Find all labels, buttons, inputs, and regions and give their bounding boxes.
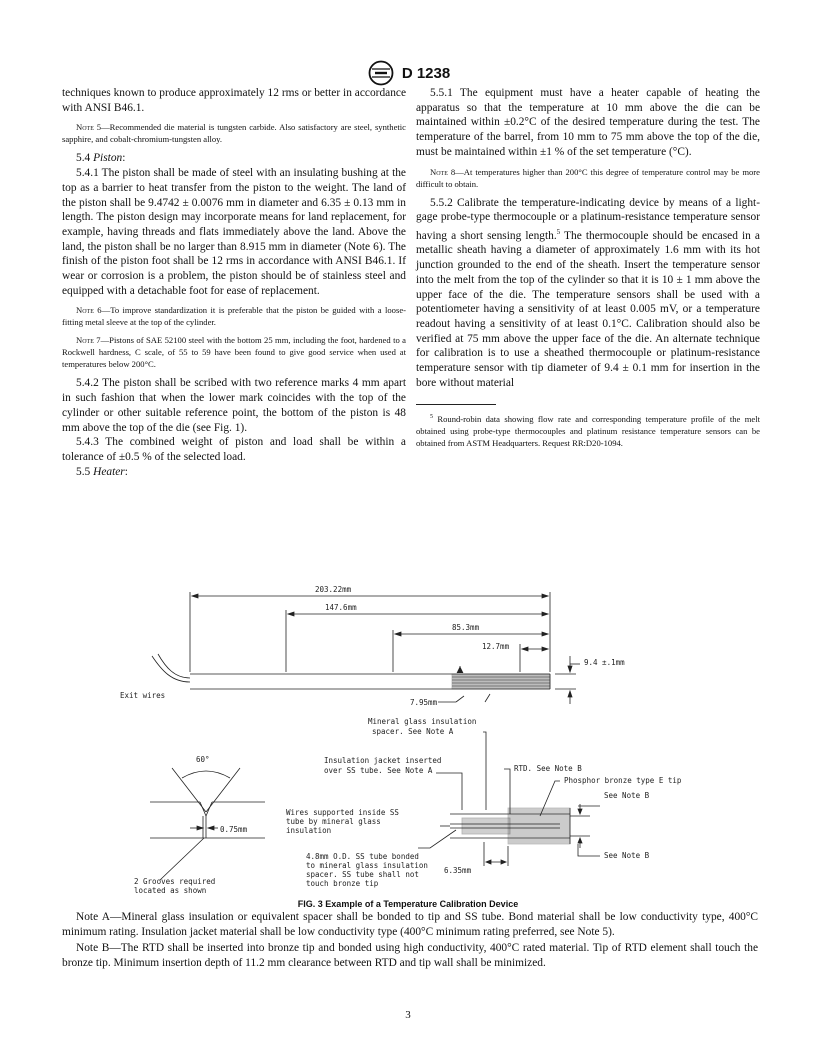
dim-12-7: 12.7mm [482,642,510,651]
note-8: Note 8—At temperatures higher than 200°C this degree of temperature control may be more difficult to obtain. [416,166,760,189]
paragraph-5-4-3: 5.4.3 The combined weight of piston and load shall be within a tolerance of ±0.5 % of the selected load. [62,436,406,463]
figure-notes [62,910,758,972]
label-spacer-2: spacer. See Note A [372,727,454,736]
paragraph-5-5-2: 5.5.2 Calibrate the temperature-indicating device by means of a light-gage probe-type thermocouple or a platinum-resistance temperature sensor having a short sensing length.$^5$ The thermocouple should be encased in a metallic sheath having a diameter of approximately 1.6 mm with its hot junction grounded to the end of the sheath. Insert the temperature sensor into the melt from the top of the cylinder so that it is 10 ± 1 mm above the upper face of the die. The temperature sensors shall be used with a potentiometer having a sensitivity of at least 0.005 mV, or a temperature readout having a sensitivity of at least 0.1°C. Calibration should also be verified at 75 mm above the upper face of the die. An alternate technique for calibration is to use a sheathed thermocouple or platinum-resistance temperature sensor with tip diameter of 9.4 ± 0.1 mm for insertion in the bore without material [416,196,760,389]
label-grooves-2: located as shown [134,886,207,895]
paragraph-5-4-1: 5.4.1 The piston shall be made of steel with an insulating bushing at the top as a barrier to heat transfer from the piston to the weight. The land of the piston shall be 9.4742 ± 0.0076 mm in diameter and 6.35 ± 0.13 mm in length. The piston design may incorporate means for land replacement, for example, having threads and flats immediately above the land. Above the land, the piston shall be no larger than 8.915 mm in diameter (Note 6). The finish of the piston foot shall be 12 rms in accordance with ANSI B46.1. If wear or corrosion is a problem, the piston should be of stainless steel and equipped with a detachable foot for ease of replacement. [62,167,406,297]
paragraph-5-4-2: 5.4.2 The piston shall be scribed with two reference marks 4 mm apart in such fashion that when the lower mark coincides with the top of the cylinder or other suitable reference point, the bottom of the piston is 48 mm above the top of the die (see Fig. 1). [62,377,406,434]
note-7: Note 7—Pistons of SAE 52100 steel with the bottom 25 mm, including the foot, hardened to a Rockwell hardness, C scale, of 55 to 59 have been found to give good service when used at temperatures below 200°C. [62,335,406,370]
section-heading-piston: 5.4 Piston: [76,152,126,165]
label-ss-tube-3: spacer. SS tube shall not [306,870,419,879]
label-wires-supported: Wires supported inside SS [286,808,399,817]
page-number: 3 [405,1009,411,1021]
note-5: Note 5—Recommended die material is tungsten carbide. Also satisfactory are steel, synthetic sapphire, and cobalt-chromium-tungsten alloy. [62,122,406,145]
label-see-note-b-2: See Note B [604,851,650,860]
figure-caption: FIG. 3 Example of a Temperature Calibration Device [297,899,519,909]
left-column [62,86,406,479]
calibration-device-drawing [100,576,740,898]
figure-note-a: Note A—Mineral glass insulation or equivalent spacer shall be bonded to tip and SS tube. Bond material shall be low conductivity type, 400°C minimum rating. Insulation jacket material shall be low conductivity type (400°C minimum rating preferred, see Note 5). [62,911,758,938]
dim-7-95: 7.95mm [410,698,438,707]
label-ss-tube-4: touch bronze tip [306,879,379,888]
label-rtd: RTD. See Note B [514,764,582,773]
label-wires-supported-2: tube by mineral glass [286,817,381,826]
dim-60-degrees: 60° [196,755,210,764]
label-ss-tube-2: to mineral glass insulation [306,861,428,870]
dim-6-35: 6.35mm [444,866,472,875]
paragraph: techniques known to produce approximately 12 rms or better in accordance with ANSI B46.1. [62,87,406,114]
label-jacket: Insulation jacket inserted [324,756,442,765]
label-phosphor-tip: Phosphor bronze type E tip [564,776,682,785]
figure-3 [100,576,740,898]
astm-logo-icon [366,60,396,86]
dim-9-4: 9.4 ±.1mm [584,658,625,667]
label-ss-tube: 4.8mm O.D. SS tube bonded [306,852,419,861]
label-exit-wires: Exit wires [120,691,166,700]
label-grooves: 2 Grooves required [134,877,216,886]
dim-overall-length: 203.22mm [315,585,352,594]
figure-note-b: Note B—The RTD shall be inserted into bronze tip and bonded using high conductivity, 400°C rated material. Tip of RTD element shall touch the bronze tip. Minimum insertion depth of 11.2 mm clearance between RTD and tip wall shall be minimized. [62,942,758,969]
label-spacer: Mineral glass insulation [368,717,477,726]
label-see-note-b: See Note B [604,791,650,800]
footnote-rule [416,404,496,405]
standard-designation: D 1238 [401,64,451,82]
dim-147: 147.6mm [325,603,357,612]
note-6: Note 6—To improve standardization it is preferable that the piston be guided with a loose-fitting metal sleeve at the top of the cylinder. [62,305,406,328]
dim-85: 85.3mm [452,623,480,632]
dim-0-75: 0.75mm [220,825,248,834]
section-heading-heater: 5.5 Heater: [76,465,128,478]
paragraph-5-5-1: 5.5.1 The equipment must have a heater capable of heating the apparatus so that the temperature at 10 mm above the die can be maintained within ±0.2°C of the desired temperature during the test. The temperature of the barrel, from 10 mm to 75 mm above the top of the die, must be maintained within ±1 % of the set temperature (°C). [416,87,760,158]
label-wires-supported-3: insulation [286,826,332,835]
label-jacket-2: over SS tube. See Note A [324,766,433,775]
right-column [416,86,760,449]
footnote-5: $^5$ Round-robin data showing flow rate and corresponding temperature profile of the melt obtained using probe-type thermocouples and platinum resistance temperature sensors can be obtained from ASTM Headquarters. Request RR:D20-1094. [416,414,760,449]
